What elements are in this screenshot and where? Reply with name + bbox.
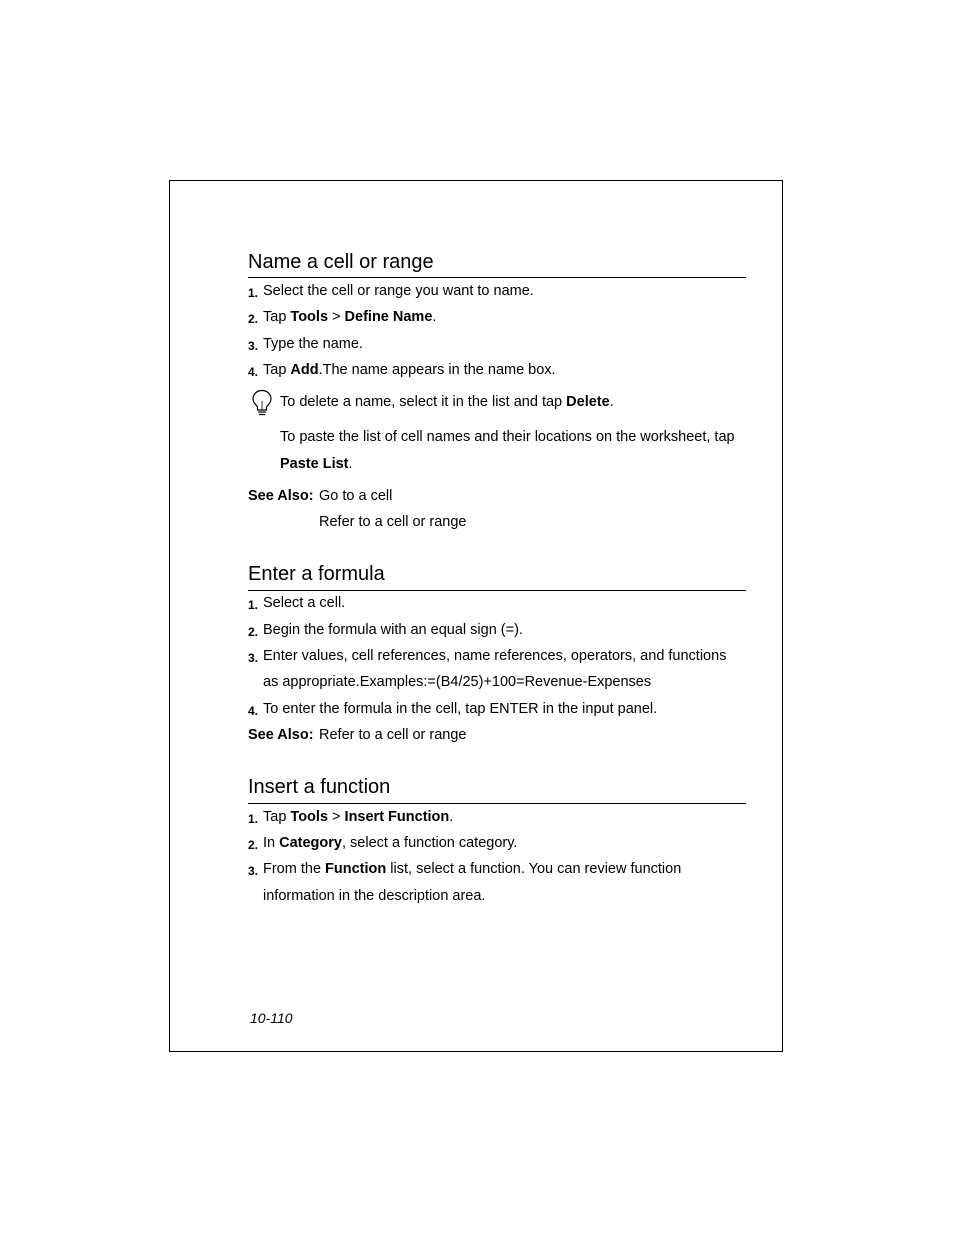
page-number: 10-110 (250, 1010, 293, 1026)
see-also-link: Refer to a cell or range (319, 514, 467, 530)
see-also-link: Go to a cell (319, 488, 393, 504)
section-title-name-cell: Name a cell or range (248, 251, 434, 273)
section-rule (248, 590, 746, 591)
see-also: See Also: (248, 727, 314, 743)
section-title-insert-function: Insert a function (248, 776, 391, 798)
see-also-link: Refer to a cell or range (319, 727, 467, 743)
tip-text: Paste List. (280, 456, 353, 472)
page-frame (169, 180, 783, 1052)
lightbulb-icon (251, 389, 273, 417)
section-title-enter-formula: Enter a formula (248, 563, 385, 585)
section-rule (248, 277, 746, 278)
list-item-continued: information in the description area. (263, 888, 486, 904)
section-rule (248, 803, 746, 804)
see-also: See Also: (248, 488, 314, 504)
tip-text: To paste the list of cell names and their locations on the worksheet, tap (280, 429, 735, 445)
list-item-continued: as appropriate.Examples:=(B4/25)+100=Revenue-Expenses (263, 674, 652, 690)
tip-text: To delete a name, select it in the list and tap Delete. (280, 394, 614, 410)
